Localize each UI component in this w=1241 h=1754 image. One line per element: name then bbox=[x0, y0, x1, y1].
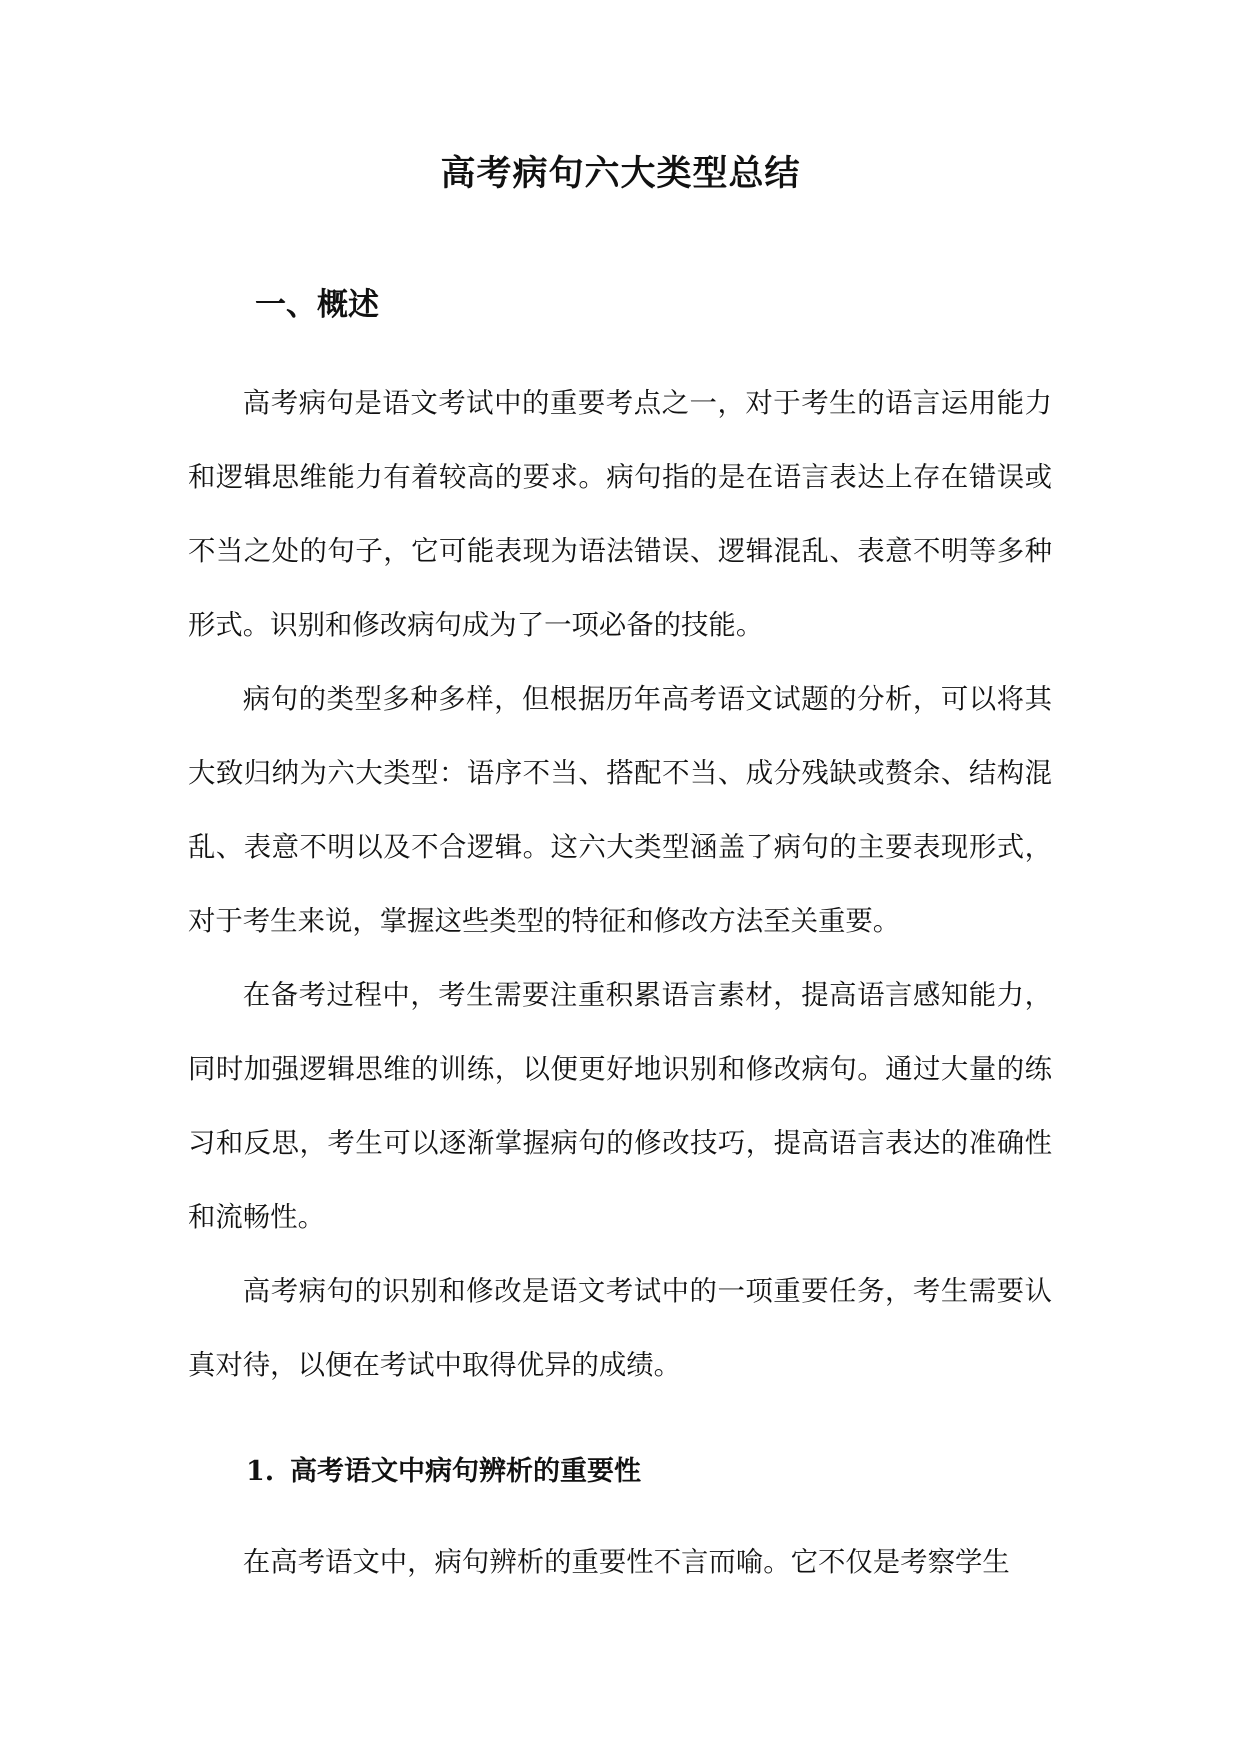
section-overview-body bbox=[188, 367, 1052, 1403]
subsection-title: 高考语文中病句辨析的重要性 bbox=[290, 1456, 641, 1487]
paragraph: 在高考语文中，病句辨析的重要性不言而喻。它不仅是考察学生 bbox=[242, 1547, 1010, 1578]
paragraph: 高考病句是语文考试中的重要考点之一，对于考生的语言运用能力和逻辑思维能力有着较高的要求。病句指的是在语言表达上存在错误或不当之处的句子，它可能表现为语法错误、逻辑混乱、表意不明等多种形式。识别和修改病句成为了一项必备的技能。 bbox=[188, 388, 1052, 641]
paragraph: 病句的类型多种多样，但根据历年高考语文试题的分析，可以将其大致归纳为六大类型：语序不当、搭配不当、成分残缺或赘余、结构混乱、表意不明以及不合逻辑。这六大类型涵盖了病句的主要表现形式，对于考生来说，掌握这些类型的特征和修改方法至关重要。 bbox=[188, 684, 1052, 937]
subsection-heading bbox=[246, 1452, 641, 1492]
paragraph: 高考病句的识别和修改是语文考试中的一项重要任务，考生需要认真对待，以便在考试中取得优异的成绩。 bbox=[188, 1276, 1052, 1381]
paragraph: 在备考过程中，考生需要注重积累语言素材，提高语言感知能力，同时加强逻辑思维的训练，以便更好地识别和修改病句。通过大量的练习和反思，考生可以逐渐掌握病句的修改技巧，提高语言表达的准确性和流畅性。 bbox=[188, 980, 1052, 1233]
subsection-number: 1. bbox=[246, 1456, 275, 1487]
section-heading-overview: 一、概述 bbox=[255, 287, 379, 323]
document-title: 高考病句六大类型总结 bbox=[440, 153, 801, 194]
